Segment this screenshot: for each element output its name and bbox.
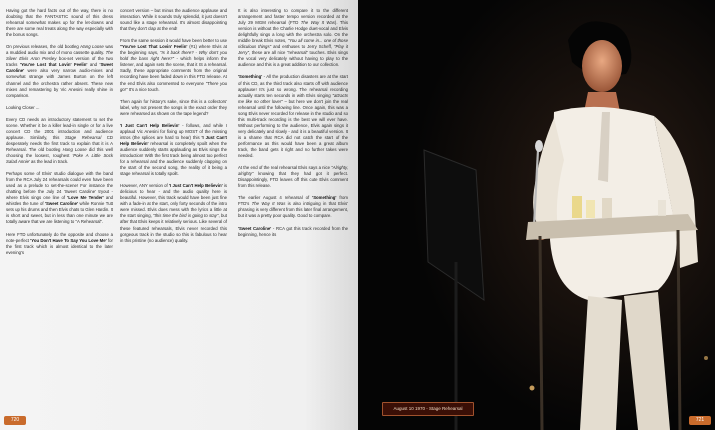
paragraph: It is also interesting to compare it to the different arrangement and faster tempo version recorded at the July 29 MGM rehearsal (FTD The Way It Was). This version is without the Charlie Hodge duet-vocal and Elvis delightfully sings a long with the orchestra solo. On the middle break Elvis notes, "You all come in... one of those ridiculous things" and enthuses to Jerry Scheff, "Play it Jerry", these are all nice "rehearsal" touches. Elvis sings the vocal very delicately without having to play to the audience and this is a great addition to our collection. [238, 8, 349, 68]
paragraph: Having got the hard facts out of the way, there is no doubting that the FANTASTIC sound of this dress rehearsal somewhat makes up for the let-downs and there are some real treats along the way especially with the bonus songs. [6, 8, 113, 38]
paragraph: The earlier August 4 rehearsal of 'Something' from FTD's The Way It Was is also intriguing in that Elvis' phrasing is very different from this later final arrangement, but it was a pretty poor quality. Good to compare. [238, 195, 348, 219]
paragraph: Every CD needs an introductory statement to set the scene. Whether it be a killer lead-in single or for a live concert CD the 2001 introduction and audience applause. Similarly, this Stage Rehearsal CD desperately needs the first track to explain that it is A Rehearsal. The old bootleg Hang Loose did this well choosing the loosest, roughest 'Poke A Little Sock Salad Annie' as the lead in track. [6, 116, 113, 165]
paragraph: Then again for history's sake, since this is a collectors' label, why not present the songs in the exact order they were rehearsed as shown on the tape legend? [120, 98, 227, 116]
stage-rehearsal-photo [358, 0, 715, 430]
photo-caption: August 10 1970 - Stage Rehearsal [382, 402, 474, 416]
text-column-3 [238, 8, 348, 244]
section-heading: Looking Closer ... [6, 104, 40, 110]
paragraph: 'I Just Can't Help Believin' - follows, and while I applaud Vic Anesini for fixing up MOST of the missing intros (the splices are hard to hear) this 'I Just Can't Help Believin' rehearsal is completely spoilt when the audience suddenly starts applauding as Elvis sings the introduction! With the first track being almost too perfect for a rehearsal and the audience suddenly clapping on the start of the second song, the reality of it being a stage rehearsal is totally spoilt. [120, 122, 227, 177]
paragraph: On previous releases, the old bootleg Hang Loose was a muddied audio mix and of mono cassette quality. The Silver Elvis Aron Presley box-set version of the two tracks 'You've Lost that Lovin' Feelin' and 'Sweet Caroline' were also very narrow audio-mixes and somewhat strange with James Burton on the left channel and the orchestra rather absent. These new mixes and remastering by Vic Anesini really shine in comparison. [6, 44, 113, 98]
paragraph: From the same session it would have been better to use "You've Lost That Lovin' Feelin' (#1) where Elvis at the beginning says, "Is it back there? - Why don't you hold the bass right here?" - which helps inform the listener, and again sets the scene, that it IS a rehearsal. Sadly, these appropriate comments from the original recording have been faded down in this FTD release. At the end Elvis also commented to everyone "There you go!" It's a nice touch. [120, 38, 227, 92]
page-number-left: 720 [4, 416, 26, 425]
paragraph: However, ANY version of 'I Just Can't Help Believin' is delicious to hear - and the audio quality here is beautiful. However, this track would have been just fine with a fade-in at the start, only forty seconds of the intro were missed. Elvis does mess with the lyrics a little at the start singing, "this time the bird is going to stay", but after that Elvis keeps it relatively serious. Like several of these featured rehearsals, Elvis never recorded this gorgeous track in the studio so this is fabulous to hear in this pristine (no audience) quality. [120, 183, 227, 243]
text-column-1 [6, 8, 113, 262]
text-column-2 [120, 8, 227, 250]
paragraph: At the end of the real rehearsal Elvis says a nice "Alrighty, alrighty" knowing that they had got it perfect. Disappointingly, FTD leaves off this cute Elvis comment from this release. [238, 165, 348, 189]
paragraph: Perhaps some of Elvis' studio dialogue with the band from the RCA July 24 rehearsals could even have been used as a prelude to set-the-scene! For instance the chatting before the July 24 'Sweet Caroline' tryout - where Elvis sings one line of 'Love Me Tender' and whistles the tune of 'Sweet Caroline' while Ronnie Tutt sets up his drums and then Elvis chats to Glen Hardin. It is short and sweet, but in less than one minute we are totally aware that we are listening to "A Rehearsal". [6, 171, 113, 225]
paragraph: Here FTD unfortunately do the opposite and choose a note-perfect 'You Don't Have To Say You Love Me' for the first track which is almost identical to the later evening's [6, 231, 113, 255]
paragraph: 'Sweet Caroline' - RCA got this track recorded from the beginning, hence its [238, 225, 348, 237]
page-number-right: 721 [689, 416, 711, 425]
right-page [358, 0, 715, 430]
paragraph: concert version – but minus the audience applause and interaction. While it sounds truly splendid, it just doesn't sound like a stage rehearsal. It's almost disappointing that they don't clap at the end! [120, 8, 227, 32]
paragraph: 'Something' - All the production disasters are at the start of this CD, as the third track also starts off with audience applause! It's just so wrong. The rehearsal recording actually starts ten seconds in with Elvis singing "attracts me like no other lover" – but here we don't join the real rehearsal until the following line. Once again, this was a song Elvis never recorded for release in the studio and so this multi-track recording is the best we will ever have. Without performing to the audience, Elvis again sings it very delicately and slowly - and it is a beautiful version. It is a shame that RCA did not catch the start of the performance as this would have been a great album track, the band gets it right and no further takes were needed. [238, 74, 348, 159]
